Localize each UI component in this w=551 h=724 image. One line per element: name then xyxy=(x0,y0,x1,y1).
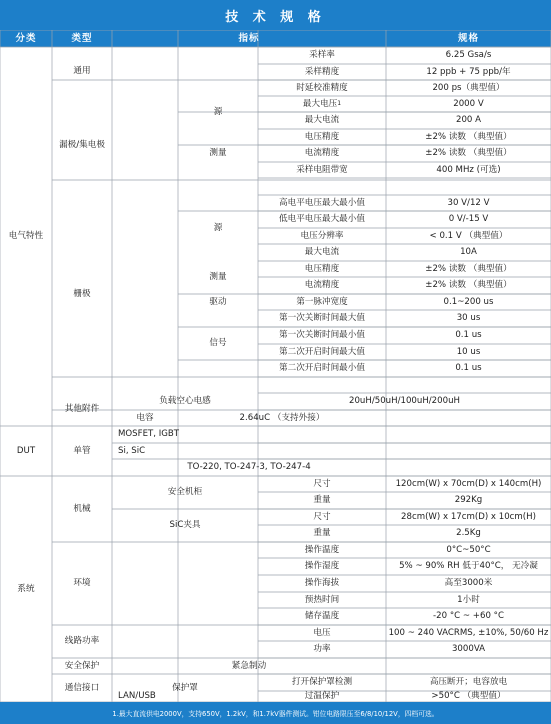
page-title: 技 术 规 格 xyxy=(0,0,551,30)
metric-cell: 电流精度 xyxy=(304,280,340,291)
spec-capacitor: 2.64uC （支持外接） xyxy=(239,412,325,423)
metric-cell: 最大电流 xyxy=(304,115,340,126)
subgroup-gate-drive: 驱动 xyxy=(209,296,227,307)
metric-cell: 采样率 xyxy=(309,50,335,61)
header-category: 分类 xyxy=(15,32,37,44)
spec-cell: ±2% 读数 （典型值） xyxy=(425,148,512,159)
spec-cell: 100 ~ 240 VACRMS, ±10%, 50/60 Hz xyxy=(388,627,549,638)
type-general: 通用 xyxy=(73,66,91,77)
subgroup-drain-measure: 测量 xyxy=(209,148,227,159)
metric-cell: 过温保护 xyxy=(304,691,340,702)
metric-cell: 低电平电压最大最小值 xyxy=(279,214,365,225)
metric-label: 最大电压 xyxy=(302,98,338,109)
metric-cell: 重量 xyxy=(313,495,331,506)
header-type: 类型 xyxy=(71,32,93,44)
type-comm: 通信接口 xyxy=(64,682,100,693)
type-safety: 安全保护 xyxy=(64,660,100,671)
spec-load-inductor: 20uH/50uH/100uH/200uH xyxy=(349,396,460,407)
spec-cell: 120cm(W) x 70cm(D) x 140cm(H) xyxy=(395,478,542,489)
category-system: 系统 xyxy=(17,583,35,594)
spec-cell: 1小时 xyxy=(457,594,480,605)
accessory-load-inductor: 负载空心电感 xyxy=(159,396,211,407)
spec-cell: ±2% 读数 （典型值） xyxy=(425,263,512,274)
spec-cell: -20 °C ~ +60 °C xyxy=(433,611,504,622)
spec-cell: 2000 V xyxy=(453,98,484,109)
spec-cell: 3000VA xyxy=(451,644,486,655)
spec-cell: 0.1 us xyxy=(455,363,482,374)
metric-cell: 电压分辨率 xyxy=(300,230,344,241)
spec-cell: 0.1 us xyxy=(455,330,482,341)
spec-cell: < 0.1 V （典型值） xyxy=(429,230,508,241)
metric-cell: 操作湿度 xyxy=(304,561,340,572)
metric-cell: 采样精度 xyxy=(304,66,340,77)
subgroup-gate-measure: 测量 xyxy=(209,272,227,283)
spec-dut-packages: TO-220, TO-247-3, TO-247-4 xyxy=(187,462,311,473)
type-mechanical: 机械 xyxy=(73,503,91,514)
spec-cell: 5% ~ 90% RH 低于40°C， 无冷凝 xyxy=(399,561,538,572)
type-gate: 栅极 xyxy=(73,288,91,299)
category-dut: DUT xyxy=(16,445,36,456)
spec-cell: 高压断开；电容放电 xyxy=(429,677,508,688)
metric-cell: 尺寸 xyxy=(313,511,331,522)
spec-cell: 30 V/12 V xyxy=(447,197,490,208)
spec-cell: 0 V/-15 V xyxy=(448,214,489,225)
subgroup-drain-source: 源 xyxy=(213,107,223,118)
subgroup-gate-signal: 信号 xyxy=(209,338,227,349)
spec-cell: 0.1~200 us xyxy=(443,296,494,307)
spec-cell: 292Kg xyxy=(454,495,483,506)
mech-cabinet: 安全机柜 xyxy=(167,487,203,498)
metric-cell: 第一次关断时间最小值 xyxy=(279,330,365,341)
metric-cell: 打开保护罩检测 xyxy=(291,677,353,688)
type-drain-collector: 漏极/集电极 xyxy=(59,140,105,151)
type-line-power: 线路功率 xyxy=(64,636,100,647)
spec-cell: >50°C （典型值） xyxy=(431,691,506,702)
footnote: 1.最大直流供电2000V，支持650V，1.2kV，和1.7kV器件测试。钳位电路限压至6/8/10/12V，四档可选。 xyxy=(0,702,551,724)
spec-cell: ±2% 读数 （典型值） xyxy=(425,280,512,291)
type-accessories: 其他附件 xyxy=(64,404,100,415)
accessory-capacitor: 电容 xyxy=(136,412,154,423)
spec-dut-materials: Si, SiC xyxy=(118,445,146,456)
mech-sic-fixture: SiC夹具 xyxy=(169,520,201,531)
metric-cell xyxy=(258,96,386,112)
spec-cell: 28cm(W) x 17cm(D) x 10cm(H) xyxy=(401,511,536,522)
spec-cell: 10 us xyxy=(456,346,481,357)
spec-cell: 10A xyxy=(460,247,477,258)
spec-dut-types: MOSFET, IGBT xyxy=(118,429,180,440)
spec-cell: 200 ps（典型值） xyxy=(432,82,505,93)
spec-cell: 2.5Kg xyxy=(456,528,481,539)
spec-table xyxy=(0,30,551,702)
spec-cell: ±2% 读数 （典型值） xyxy=(425,131,512,142)
spec-cell: 30 us xyxy=(456,313,481,324)
metric-cell: 第二次开启时间最小值 xyxy=(279,363,365,374)
metric-cell: 电流精度 xyxy=(304,148,340,159)
metric-cell: 预热时间 xyxy=(304,594,340,605)
metric-cell: 尺寸 xyxy=(313,478,331,489)
spec-cell: 0°C~50°C xyxy=(446,544,491,555)
spec-cell: 200 A xyxy=(455,115,481,126)
header-spec: 规格 xyxy=(457,32,479,44)
metric-emergency-stop: 紧急制动 xyxy=(231,660,267,671)
safety-shield: 保护罩 xyxy=(172,682,198,693)
metric-cell: 重量 xyxy=(313,528,331,539)
spec-cell: 高至3000米 xyxy=(444,578,493,589)
subgroup-gate-source: 源 xyxy=(213,222,223,233)
type-environment: 环境 xyxy=(73,578,91,589)
metric-cell: 功率 xyxy=(313,644,331,655)
footnote-marker: 1 xyxy=(337,100,342,107)
category-electrical: 电气特性 xyxy=(8,231,44,242)
metric-cell: 第二次开启时间最大值 xyxy=(279,346,365,357)
spec-cell: 6.25 Gsa/s xyxy=(445,50,492,61)
metric-cell: 储存温度 xyxy=(304,611,340,622)
metric-cell: 最大电流 xyxy=(304,247,340,258)
spec-cell: 400 MHz (可选) xyxy=(436,164,501,175)
metric-cell: 第一次关断时间最大值 xyxy=(279,313,365,324)
header-metric: 指标 xyxy=(238,32,260,44)
metric-cell: 时延校准精度 xyxy=(296,82,348,93)
type-single-tube: 单管 xyxy=(73,445,91,456)
metric-cell: 操作海拔 xyxy=(304,578,340,589)
metric-cell: 操作温度 xyxy=(304,544,340,555)
metric-cell: 采样电阻带宽 xyxy=(296,164,348,175)
spec-comm: LAN/USB xyxy=(118,691,156,702)
spec-cell: 12 ppb + 75 ppb/年 xyxy=(426,66,511,77)
metric-cell: 电压精度 xyxy=(304,263,340,274)
metric-cell: 第一脉冲宽度 xyxy=(296,296,348,307)
metric-cell: 高电平电压最大最小值 xyxy=(279,197,365,208)
metric-cell: 电压精度 xyxy=(304,131,340,142)
metric-cell: 电压 xyxy=(313,627,331,638)
